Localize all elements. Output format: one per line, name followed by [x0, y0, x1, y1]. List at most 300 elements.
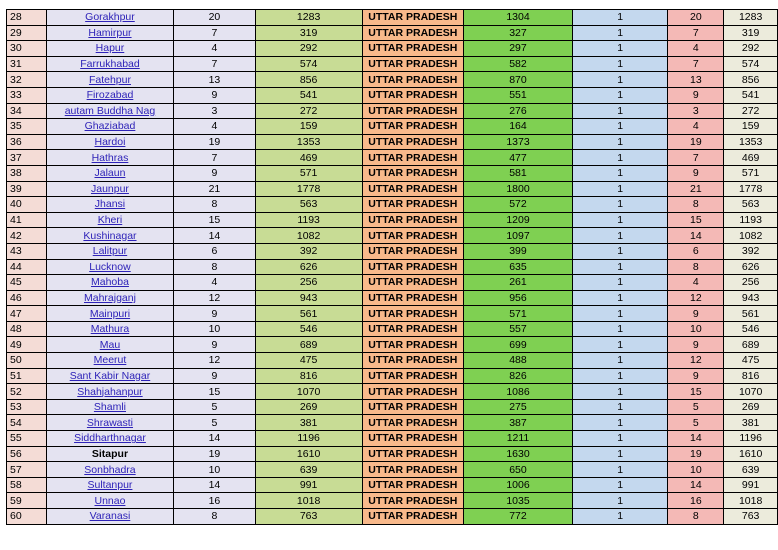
- cell-count-f: 269: [724, 399, 778, 415]
- cell-serial: 34: [7, 103, 47, 119]
- cell-count-d: 1: [572, 275, 668, 291]
- cell-district-link[interactable]: [46, 493, 173, 509]
- cell-count-b: 272: [255, 103, 362, 119]
- cell-count-a: 15: [174, 212, 256, 228]
- cell-district-link[interactable]: [46, 10, 173, 26]
- cell-count-e: 13: [668, 72, 724, 88]
- table-row: [7, 212, 778, 228]
- cell-count-a: 8: [174, 259, 256, 275]
- district-link-text[interactable]: Mau: [99, 338, 121, 351]
- cell-serial: 50: [7, 353, 47, 369]
- cell-count-b: 541: [255, 87, 362, 103]
- cell-count-c: 699: [464, 337, 573, 353]
- cell-count-d: 1: [572, 150, 668, 166]
- cell-serial: 55: [7, 431, 47, 447]
- cell-count-e: 7: [668, 150, 724, 166]
- district-link-text[interactable]: Lucknow: [89, 260, 131, 273]
- cell-count-e: 9: [668, 87, 724, 103]
- cell-count-a: 10: [174, 462, 256, 478]
- cell-count-d: 1: [572, 243, 668, 259]
- cell-count-c: 275: [464, 399, 573, 415]
- district-link-text[interactable]: Firozabad: [86, 89, 134, 102]
- cell-district-link[interactable]: [46, 25, 173, 41]
- cell-count-a: 8: [174, 197, 256, 213]
- cell-district-link[interactable]: [46, 150, 173, 166]
- cell-count-b: 1018: [255, 493, 362, 509]
- cell-state: UTTAR PRADESH: [362, 197, 464, 213]
- cell-count-d: 1: [572, 337, 668, 353]
- table-row: [7, 493, 778, 509]
- cell-district-link[interactable]: [46, 56, 173, 72]
- cell-count-f: 1196: [724, 431, 778, 447]
- table-body: [7, 10, 778, 525]
- cell-count-d: 1: [572, 181, 668, 197]
- cell-count-c: 571: [464, 306, 573, 322]
- cell-count-e: 8: [668, 509, 724, 525]
- district-link-text[interactable]: Lalitpur: [92, 245, 128, 258]
- cell-state: UTTAR PRADESH: [362, 103, 464, 119]
- cell-serial: 38: [7, 165, 47, 181]
- cell-serial: 57: [7, 462, 47, 478]
- cell-count-e: 14: [668, 431, 724, 447]
- table-row: [7, 431, 778, 447]
- cell-count-c: 164: [464, 119, 573, 135]
- table-row: [7, 87, 778, 103]
- cell-count-d: 1: [572, 119, 668, 135]
- cell-state: UTTAR PRADESH: [362, 290, 464, 306]
- cell-count-b: 639: [255, 462, 362, 478]
- table-row: [7, 321, 778, 337]
- cell-count-a: 19: [174, 134, 256, 150]
- cell-count-d: 1: [572, 212, 668, 228]
- cell-count-a: 12: [174, 290, 256, 306]
- cell-district-link[interactable]: [46, 306, 173, 322]
- cell-count-a: 7: [174, 25, 256, 41]
- table-row: [7, 306, 778, 322]
- cell-count-f: 1778: [724, 181, 778, 197]
- cell-state: UTTAR PRADESH: [362, 212, 464, 228]
- cell-district-link[interactable]: [46, 212, 173, 228]
- cell-count-d: 1: [572, 509, 668, 525]
- cell-count-f: 561: [724, 306, 778, 322]
- table-row: [7, 415, 778, 431]
- district-link-text[interactable]: autam Buddha Nag: [64, 104, 156, 117]
- cell-count-a: 4: [174, 119, 256, 135]
- cell-district-link[interactable]: [46, 446, 173, 462]
- cell-count-b: 943: [255, 290, 362, 306]
- district-link-text[interactable]: Hapur: [95, 42, 125, 55]
- table-row: [7, 72, 778, 88]
- cell-state: UTTAR PRADESH: [362, 56, 464, 72]
- cell-state: UTTAR PRADESH: [362, 87, 464, 103]
- cell-district-link[interactable]: [46, 290, 173, 306]
- cell-count-d: 1: [572, 56, 668, 72]
- cell-serial: 54: [7, 415, 47, 431]
- table-row: [7, 384, 778, 400]
- cell-count-d: 1: [572, 353, 668, 369]
- district-link-text[interactable]: Fatehpur: [88, 73, 131, 86]
- cell-serial: 36: [7, 134, 47, 150]
- cell-state: UTTAR PRADESH: [362, 275, 464, 291]
- cell-count-b: 991: [255, 477, 362, 493]
- cell-serial: 29: [7, 25, 47, 41]
- cell-count-c: 327: [464, 25, 573, 41]
- cell-state: UTTAR PRADESH: [362, 431, 464, 447]
- cell-district-link[interactable]: [46, 119, 173, 135]
- table-row: [7, 368, 778, 384]
- district-link-text[interactable]: Mainpuri: [89, 307, 131, 320]
- cell-count-b: 392: [255, 243, 362, 259]
- cell-district-link[interactable]: [46, 321, 173, 337]
- district-link-text[interactable]: Ghaziabad: [84, 120, 136, 133]
- cell-state: UTTAR PRADESH: [362, 25, 464, 41]
- cell-count-a: 10: [174, 321, 256, 337]
- table-row: [7, 243, 778, 259]
- cell-district-link[interactable]: [46, 509, 173, 525]
- district-link-text[interactable]: Shahjahanpur: [77, 385, 143, 398]
- cell-count-f: 319: [724, 25, 778, 41]
- cell-state: UTTAR PRADESH: [362, 181, 464, 197]
- cell-count-b: 475: [255, 353, 362, 369]
- cell-count-d: 1: [572, 165, 668, 181]
- cell-count-f: 392: [724, 243, 778, 259]
- cell-count-a: 9: [174, 87, 256, 103]
- cell-district-link[interactable]: [46, 41, 173, 57]
- cell-count-b: 571: [255, 165, 362, 181]
- cell-count-c: 956: [464, 290, 573, 306]
- cell-district-link[interactable]: [46, 477, 173, 493]
- cell-count-d: 1: [572, 477, 668, 493]
- table-row: [7, 25, 778, 41]
- cell-district-link[interactable]: [46, 87, 173, 103]
- table-row: [7, 477, 778, 493]
- cell-count-b: 1610: [255, 446, 362, 462]
- cell-count-c: 826: [464, 368, 573, 384]
- cell-serial: 53: [7, 399, 47, 415]
- district-link-text[interactable]: Mathura: [90, 323, 130, 336]
- cell-count-a: 15: [174, 384, 256, 400]
- cell-serial: 59: [7, 493, 47, 509]
- cell-serial: 42: [7, 228, 47, 244]
- cell-count-d: 1: [572, 134, 668, 150]
- cell-count-f: 1070: [724, 384, 778, 400]
- cell-count-f: 626: [724, 259, 778, 275]
- cell-count-b: 1070: [255, 384, 362, 400]
- cell-serial: 48: [7, 321, 47, 337]
- cell-count-f: 469: [724, 150, 778, 166]
- cell-district-link[interactable]: [46, 165, 173, 181]
- cell-count-d: 1: [572, 72, 668, 88]
- district-link-text[interactable]: Mahoba: [90, 276, 129, 289]
- cell-count-f: 991: [724, 477, 778, 493]
- cell-count-a: 9: [174, 337, 256, 353]
- cell-count-c: 581: [464, 165, 573, 181]
- district-link-text[interactable]: Kushinagar: [83, 229, 137, 242]
- table-row: [7, 259, 778, 275]
- cell-count-c: 1211: [464, 431, 573, 447]
- cell-serial: 35: [7, 119, 47, 135]
- cell-count-e: 10: [668, 321, 724, 337]
- cell-count-f: 574: [724, 56, 778, 72]
- cell-serial: 28: [7, 10, 47, 26]
- district-link-text[interactable]: Siddharthnagar: [74, 432, 146, 445]
- cell-count-b: 574: [255, 56, 362, 72]
- cell-state: UTTAR PRADESH: [362, 150, 464, 166]
- cell-count-b: 469: [255, 150, 362, 166]
- cell-count-b: 256: [255, 275, 362, 291]
- table-row: [7, 275, 778, 291]
- district-link-text[interactable]: Mahrajganj: [83, 291, 136, 304]
- cell-district-link[interactable]: [46, 462, 173, 478]
- cell-count-d: 1: [572, 321, 668, 337]
- district-link-text[interactable]: Kheri: [97, 214, 123, 227]
- cell-count-c: 1209: [464, 212, 573, 228]
- district-link-text[interactable]: Jaunpur: [90, 182, 129, 195]
- cell-state: UTTAR PRADESH: [362, 415, 464, 431]
- cell-count-f: 856: [724, 72, 778, 88]
- cell-district-link[interactable]: [46, 431, 173, 447]
- cell-district-link[interactable]: [46, 353, 173, 369]
- cell-serial: 31: [7, 56, 47, 72]
- cell-count-c: 261: [464, 275, 573, 291]
- cell-state: UTTAR PRADESH: [362, 399, 464, 415]
- district-link-text[interactable]: Sultanpur: [87, 479, 133, 492]
- cell-count-e: 12: [668, 353, 724, 369]
- cell-district-link[interactable]: [46, 384, 173, 400]
- cell-count-e: 5: [668, 415, 724, 431]
- table-row: [7, 10, 778, 26]
- cell-count-c: 1086: [464, 384, 573, 400]
- cell-count-a: 13: [174, 72, 256, 88]
- table-row: [7, 337, 778, 353]
- cell-count-a: 14: [174, 477, 256, 493]
- cell-count-c: 572: [464, 197, 573, 213]
- table-row: [7, 446, 778, 462]
- cell-count-a: 7: [174, 56, 256, 72]
- cell-count-d: 1: [572, 25, 668, 41]
- cell-count-e: 7: [668, 25, 724, 41]
- cell-count-e: 9: [668, 368, 724, 384]
- cell-count-b: 563: [255, 197, 362, 213]
- cell-count-f: 763: [724, 509, 778, 525]
- cell-count-e: 14: [668, 477, 724, 493]
- cell-count-d: 1: [572, 431, 668, 447]
- cell-count-b: 561: [255, 306, 362, 322]
- cell-district-link[interactable]: [46, 228, 173, 244]
- cell-state: UTTAR PRADESH: [362, 134, 464, 150]
- cell-count-d: 1: [572, 197, 668, 213]
- cell-count-e: 4: [668, 119, 724, 135]
- district-link-text[interactable]: Farrukhabad: [80, 58, 140, 71]
- district-link-text[interactable]: Jalaun: [94, 167, 126, 180]
- cell-count-f: 1283: [724, 10, 778, 26]
- cell-count-e: 20: [668, 10, 724, 26]
- cell-count-f: 943: [724, 290, 778, 306]
- cell-count-e: 6: [668, 243, 724, 259]
- district-link-text[interactable]: Hamirpur: [88, 26, 132, 39]
- cell-state: UTTAR PRADESH: [362, 337, 464, 353]
- cell-count-b: 1196: [255, 431, 362, 447]
- cell-count-f: 571: [724, 165, 778, 181]
- table-row: [7, 56, 778, 72]
- table-row: [7, 399, 778, 415]
- cell-district-link[interactable]: [46, 337, 173, 353]
- district-link-text[interactable]: Varanasi: [89, 510, 131, 523]
- cell-count-a: 6: [174, 243, 256, 259]
- cell-count-a: 14: [174, 431, 256, 447]
- cell-count-a: 5: [174, 399, 256, 415]
- cell-count-a: 12: [174, 353, 256, 369]
- cell-state: UTTAR PRADESH: [362, 368, 464, 384]
- cell-count-f: 292: [724, 41, 778, 57]
- table-row: [7, 150, 778, 166]
- cell-count-e: 19: [668, 134, 724, 150]
- district-link-text[interactable]: Shrawasti: [86, 416, 134, 429]
- district-link-text[interactable]: Sonbhadra: [84, 463, 136, 476]
- cell-count-c: 1035: [464, 493, 573, 509]
- cell-count-e: 19: [668, 446, 724, 462]
- table-row: [7, 228, 778, 244]
- cell-count-b: 546: [255, 321, 362, 337]
- cell-serial: 30: [7, 41, 47, 57]
- cell-serial: 56: [7, 446, 47, 462]
- cell-count-c: 650: [464, 462, 573, 478]
- cell-count-e: 3: [668, 103, 724, 119]
- cell-count-b: 292: [255, 41, 362, 57]
- cell-count-e: 4: [668, 41, 724, 57]
- district-link-text[interactable]: Jhansi: [94, 198, 126, 211]
- district-link-text[interactable]: Meerut: [93, 354, 127, 367]
- cell-district-link[interactable]: [46, 181, 173, 197]
- cell-count-f: 159: [724, 119, 778, 135]
- cell-district-link[interactable]: [46, 197, 173, 213]
- cell-count-b: 1082: [255, 228, 362, 244]
- cell-count-d: 1: [572, 384, 668, 400]
- cell-count-b: 159: [255, 119, 362, 135]
- table-row: [7, 119, 778, 135]
- cell-count-f: 1193: [724, 212, 778, 228]
- cell-serial: 39: [7, 181, 47, 197]
- cell-state: UTTAR PRADESH: [362, 10, 464, 26]
- table-row: [7, 290, 778, 306]
- table-row: [7, 509, 778, 525]
- cell-count-c: 297: [464, 41, 573, 57]
- district-link-text[interactable]: Unnao: [94, 494, 126, 507]
- cell-count-d: 1: [572, 399, 668, 415]
- cell-district-link[interactable]: [46, 134, 173, 150]
- cell-count-d: 1: [572, 87, 668, 103]
- cell-count-b: 856: [255, 72, 362, 88]
- cell-state: UTTAR PRADESH: [362, 119, 464, 135]
- cell-district-link[interactable]: [46, 368, 173, 384]
- cell-count-c: 551: [464, 87, 573, 103]
- cell-state: UTTAR PRADESH: [362, 228, 464, 244]
- district-link-text[interactable]: Sitapur: [91, 447, 129, 460]
- cell-state: UTTAR PRADESH: [362, 462, 464, 478]
- cell-count-a: 16: [174, 493, 256, 509]
- cell-count-c: 1006: [464, 477, 573, 493]
- cell-count-a: 7: [174, 150, 256, 166]
- cell-count-f: 1018: [724, 493, 778, 509]
- cell-serial: 47: [7, 306, 47, 322]
- cell-state: UTTAR PRADESH: [362, 446, 464, 462]
- table-row: [7, 462, 778, 478]
- district-link-text[interactable]: Hathras: [91, 151, 129, 164]
- cell-district-link[interactable]: [46, 72, 173, 88]
- cell-state: UTTAR PRADESH: [362, 321, 464, 337]
- cell-district-link[interactable]: [46, 275, 173, 291]
- cell-count-b: 269: [255, 399, 362, 415]
- district-link-text[interactable]: Sant Kabir Nagar: [69, 369, 151, 382]
- cell-count-e: 7: [668, 56, 724, 72]
- cell-count-c: 1373: [464, 134, 573, 150]
- cell-count-a: 3: [174, 103, 256, 119]
- cell-count-b: 1778: [255, 181, 362, 197]
- cell-count-b: 319: [255, 25, 362, 41]
- cell-state: UTTAR PRADESH: [362, 353, 464, 369]
- cell-count-d: 1: [572, 290, 668, 306]
- cell-count-a: 4: [174, 275, 256, 291]
- cell-count-f: 689: [724, 337, 778, 353]
- cell-count-b: 1283: [255, 10, 362, 26]
- table-row: [7, 197, 778, 213]
- cell-count-d: 1: [572, 462, 668, 478]
- cell-serial: 37: [7, 150, 47, 166]
- cell-count-a: 8: [174, 509, 256, 525]
- cell-count-e: 10: [668, 462, 724, 478]
- cell-count-f: 256: [724, 275, 778, 291]
- district-link-text[interactable]: Shamli: [93, 401, 127, 414]
- cell-district-link[interactable]: [46, 415, 173, 431]
- cell-district-link[interactable]: [46, 399, 173, 415]
- cell-serial: 51: [7, 368, 47, 384]
- cell-serial: 41: [7, 212, 47, 228]
- cell-state: UTTAR PRADESH: [362, 509, 464, 525]
- cell-count-d: 1: [572, 493, 668, 509]
- cell-count-c: 1630: [464, 446, 573, 462]
- cell-count-e: 8: [668, 197, 724, 213]
- cell-count-e: 21: [668, 181, 724, 197]
- cell-district-link[interactable]: [46, 243, 173, 259]
- district-link-text[interactable]: Gorakhpur: [85, 11, 135, 24]
- bottom-edge: [6, 537, 769, 546]
- district-link-text[interactable]: Hardoi: [94, 136, 126, 149]
- cell-serial: 60: [7, 509, 47, 525]
- cell-count-c: 399: [464, 243, 573, 259]
- cell-serial: 46: [7, 290, 47, 306]
- cell-count-a: 14: [174, 228, 256, 244]
- cell-count-f: 541: [724, 87, 778, 103]
- cell-count-e: 16: [668, 493, 724, 509]
- cell-serial: 33: [7, 87, 47, 103]
- cell-serial: 44: [7, 259, 47, 275]
- cell-count-d: 1: [572, 103, 668, 119]
- cell-count-e: 12: [668, 290, 724, 306]
- cell-serial: 58: [7, 477, 47, 493]
- table-row: [7, 41, 778, 57]
- cell-district-link[interactable]: [46, 259, 173, 275]
- cell-count-b: 1193: [255, 212, 362, 228]
- cell-count-a: 19: [174, 446, 256, 462]
- cell-count-e: 9: [668, 337, 724, 353]
- cell-serial: 43: [7, 243, 47, 259]
- cell-district-link[interactable]: [46, 103, 173, 119]
- table-row: [7, 165, 778, 181]
- cell-count-d: 1: [572, 368, 668, 384]
- cell-count-b: 381: [255, 415, 362, 431]
- cell-count-c: 276: [464, 103, 573, 119]
- cell-count-c: 870: [464, 72, 573, 88]
